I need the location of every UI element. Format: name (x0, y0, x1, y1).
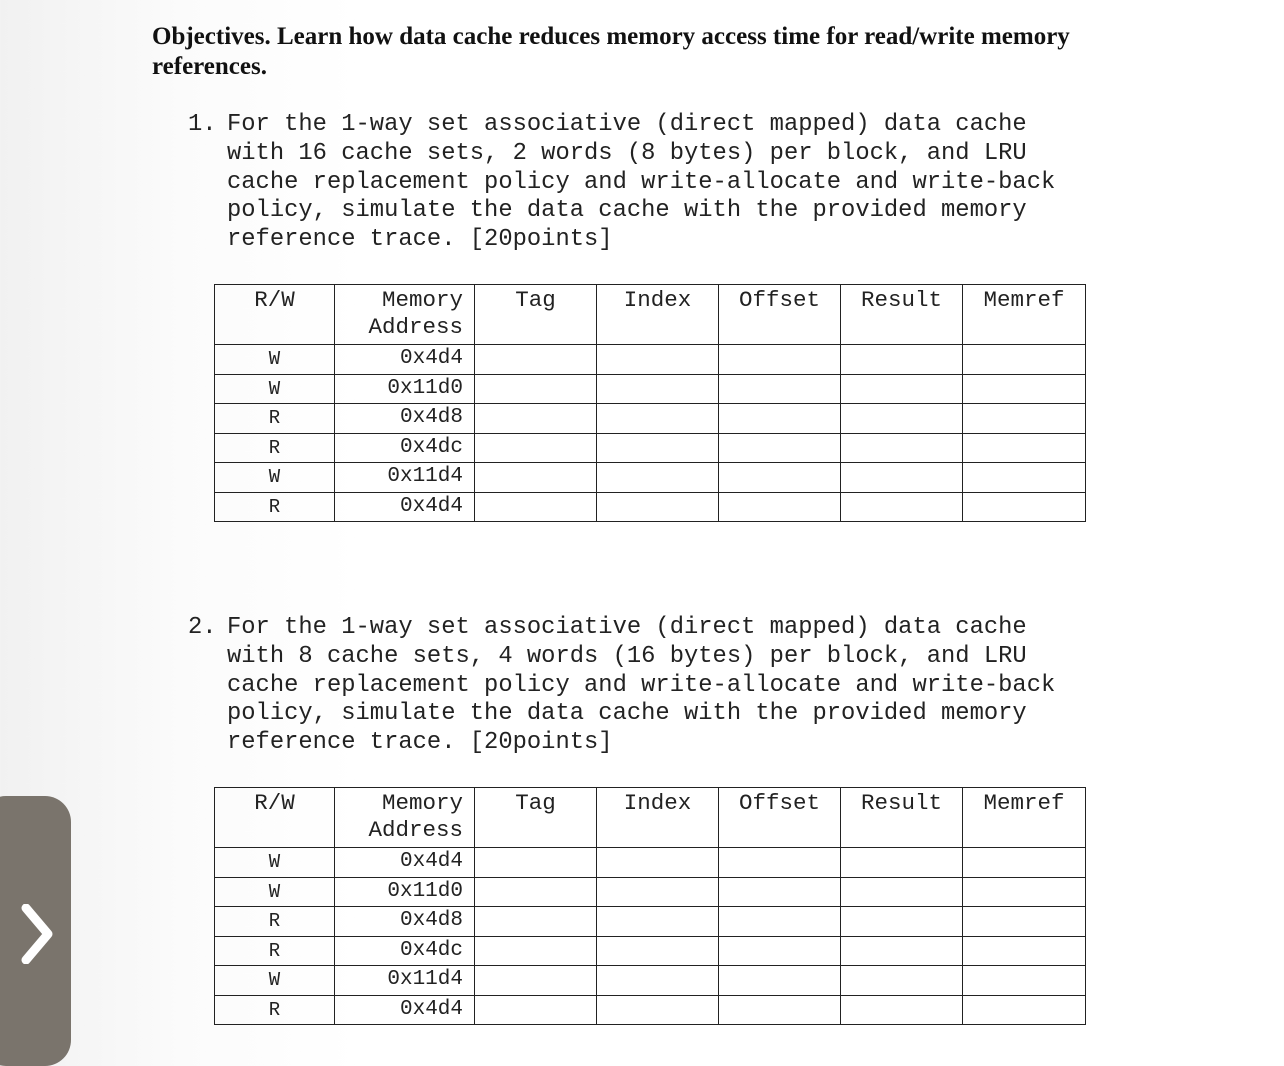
cell-memref[interactable] (963, 966, 1086, 996)
cell-tag[interactable] (475, 877, 597, 907)
table-header-row (215, 285, 1086, 345)
memory-trace-table-2 (214, 787, 1086, 1025)
cell-rw: R (215, 907, 335, 937)
cell-memref[interactable] (963, 907, 1086, 937)
header-address-line1: Memory (381, 287, 463, 313)
header-rw: R/W (215, 788, 335, 848)
cell-tag[interactable] (475, 374, 597, 404)
table-row (215, 463, 1086, 493)
cell-tag[interactable] (475, 492, 597, 522)
header-memory-address (335, 788, 475, 848)
header-address-line1: Memory (381, 790, 463, 816)
cell-memref[interactable] (963, 374, 1086, 404)
cell-offset[interactable] (719, 433, 841, 463)
cell-tag[interactable] (475, 936, 597, 966)
cell-index[interactable] (597, 995, 719, 1025)
cell-index[interactable] (597, 966, 719, 996)
cell-tag[interactable] (475, 995, 597, 1025)
cell-index[interactable] (597, 463, 719, 493)
cell-memref[interactable] (963, 492, 1086, 522)
cell-result[interactable] (841, 492, 963, 522)
cell-offset[interactable] (719, 995, 841, 1025)
cell-memref[interactable] (963, 433, 1086, 463)
cell-offset[interactable] (719, 492, 841, 522)
cell-index[interactable] (597, 848, 719, 878)
cell-address: 0x4dc (335, 936, 475, 966)
cell-index[interactable] (597, 374, 719, 404)
cell-tag[interactable] (475, 345, 597, 375)
cell-address: 0x11d4 (335, 966, 475, 996)
cell-address: 0x11d4 (335, 463, 475, 493)
header-index: Index (597, 285, 719, 345)
cell-rw: R (215, 433, 335, 463)
header-memref: Memref (963, 788, 1086, 848)
cell-memref[interactable] (963, 848, 1086, 878)
table-row (215, 995, 1086, 1025)
table-row (215, 433, 1086, 463)
cell-result[interactable] (841, 463, 963, 493)
table-row (215, 936, 1086, 966)
cell-rw: W (215, 374, 335, 404)
header-result: Result (841, 788, 963, 848)
cell-memref[interactable] (963, 936, 1086, 966)
table-row (215, 374, 1086, 404)
cell-rw: W (215, 966, 335, 996)
cell-rw: W (215, 877, 335, 907)
cell-rw: R (215, 995, 335, 1025)
cell-result[interactable] (841, 345, 963, 375)
cell-address: 0x4d8 (335, 404, 475, 434)
table-row (215, 966, 1086, 996)
header-memref: Memref (963, 285, 1086, 345)
cell-rw: W (215, 345, 335, 375)
cell-offset[interactable] (719, 907, 841, 937)
table-row (215, 404, 1086, 434)
cell-tag[interactable] (475, 404, 597, 434)
cell-index[interactable] (597, 345, 719, 375)
table-row (215, 877, 1086, 907)
cell-result[interactable] (841, 433, 963, 463)
header-address-line2: Address (368, 817, 463, 843)
chevron-right-icon (18, 904, 58, 964)
cell-memref[interactable] (963, 463, 1086, 493)
cell-result[interactable] (841, 936, 963, 966)
cell-rw: R (215, 492, 335, 522)
cell-tag[interactable] (475, 463, 597, 493)
cell-index[interactable] (597, 404, 719, 434)
cell-rw: W (215, 848, 335, 878)
table-row (215, 492, 1086, 522)
cell-address: 0x11d0 (335, 374, 475, 404)
memory-trace-table-1 (214, 284, 1086, 522)
cell-index[interactable] (597, 433, 719, 463)
cell-address: 0x11d0 (335, 877, 475, 907)
table-header-row (215, 788, 1086, 848)
header-offset: Offset (719, 285, 841, 345)
header-tag: Tag (475, 285, 597, 345)
header-memory-address (335, 285, 475, 345)
header-index: Index (597, 788, 719, 848)
question-2 (188, 614, 1128, 758)
cell-result[interactable] (841, 966, 963, 996)
table-row (215, 907, 1086, 937)
cell-index[interactable] (597, 936, 719, 966)
cell-memref[interactable] (963, 877, 1086, 907)
header-offset: Offset (719, 788, 841, 848)
cell-offset[interactable] (719, 877, 841, 907)
cell-offset[interactable] (719, 374, 841, 404)
cell-index[interactable] (597, 492, 719, 522)
cell-result[interactable] (841, 404, 963, 434)
cell-address: 0x4dc (335, 433, 475, 463)
cell-address: 0x4d8 (335, 907, 475, 937)
cell-result[interactable] (841, 848, 963, 878)
cell-offset[interactable] (719, 936, 841, 966)
question-1 (188, 111, 1128, 255)
cell-rw: R (215, 936, 335, 966)
cell-tag[interactable] (475, 848, 597, 878)
cell-memref[interactable] (963, 995, 1086, 1025)
question-number: 2. (188, 614, 217, 641)
objectives-heading: Objectives. Learn how data cache reduces memory access time for read/write memory references. (152, 23, 1070, 80)
cell-offset[interactable] (719, 463, 841, 493)
cell-address: 0x4d4 (335, 848, 475, 878)
header-tag: Tag (475, 788, 597, 848)
cell-tag[interactable] (475, 907, 597, 937)
question-number: 1. (188, 111, 217, 138)
cell-offset[interactable] (719, 345, 841, 375)
cell-memref[interactable] (963, 404, 1086, 434)
table-row (215, 345, 1086, 375)
header-result: Result (841, 285, 963, 345)
table-row (215, 848, 1086, 878)
cell-memref[interactable] (963, 345, 1086, 375)
cell-result[interactable] (841, 374, 963, 404)
cell-tag[interactable] (475, 966, 597, 996)
cell-offset[interactable] (719, 966, 841, 996)
cell-tag[interactable] (475, 433, 597, 463)
header-rw: R/W (215, 285, 335, 345)
question-text: For the 1-way set associative (direct mapped) data cache with 16 cache sets, 2 words (8 bytes) per block, and LRU cache replacement policy and write-allocate and write-back policy, simulate the data cache with the provided memory reference trace. [20points] (227, 111, 1056, 254)
cell-address: 0x4d4 (335, 995, 475, 1025)
cell-index[interactable] (597, 877, 719, 907)
cell-address: 0x4d4 (335, 492, 475, 522)
cell-offset[interactable] (719, 404, 841, 434)
cell-index[interactable] (597, 907, 719, 937)
cell-address: 0x4d4 (335, 345, 475, 375)
question-text: For the 1-way set associative (direct mapped) data cache with 8 cache sets, 4 words (16 bytes) per block, and LRU cache replacement policy and write-allocate and write-back policy, simulate the data cache with the provided memory reference trace. [20points] (227, 614, 1056, 757)
header-address-line2: Address (368, 314, 463, 340)
cell-offset[interactable] (719, 848, 841, 878)
cell-result[interactable] (841, 907, 963, 937)
next-page-tab[interactable] (0, 796, 71, 1066)
cell-result[interactable] (841, 877, 963, 907)
cell-rw: W (215, 463, 335, 493)
cell-rw: R (215, 404, 335, 434)
cell-result[interactable] (841, 995, 963, 1025)
